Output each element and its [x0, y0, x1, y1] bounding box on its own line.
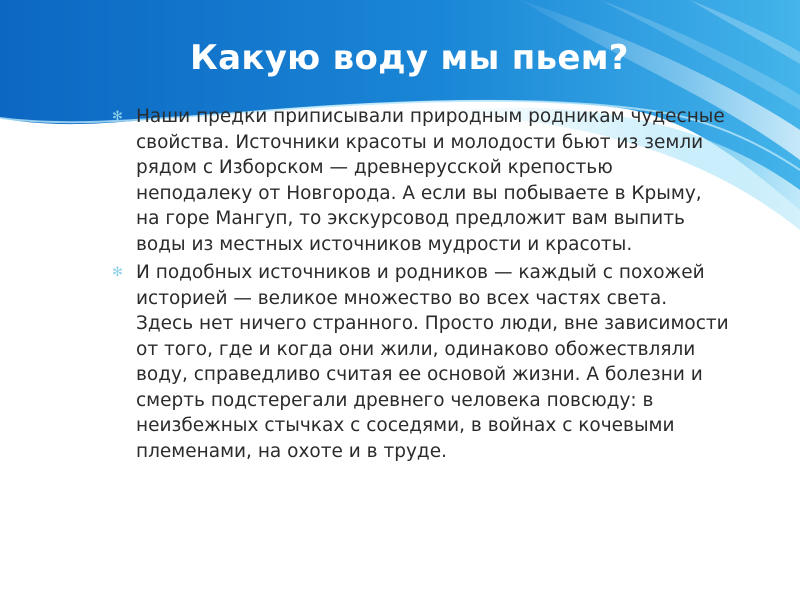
paragraph-text: Наши предки приписывали природным родникам чудесные свойства. Источники красоты и молодости бьют из земли рядом с Изборском — древнерусской крепостью неподалеку от Новгорода. А если вы побываете в Крыму, на горе Мангуп, то экскурсовод предложит вам выпить воды из местных источников мудрости и красоты. [136, 106, 725, 255]
bullet-list [110, 104, 730, 467]
bullet-asterisk-icon: ✻ [112, 265, 123, 280]
bullet-asterisk-icon: ✻ [112, 109, 123, 124]
list-item [110, 104, 730, 257]
slide-title: Какую воду мы пьем? [190, 38, 629, 78]
paragraph-text: И подобных источников и родников — каждый с похожей историей — великое множество во всех частях света. Здесь нет ничего странного. Просто люди, вне зависимости от того, где и когда они жили, одинаково обожествляли воду, справедливо считая ее основой жизни. А болезни и смерть подстерегали древнего человека повсюду: в неизбежных стычках с соседями, в войнах с кочевыми племенами, на охоте и в труде. [136, 262, 729, 462]
list-item [110, 260, 730, 464]
